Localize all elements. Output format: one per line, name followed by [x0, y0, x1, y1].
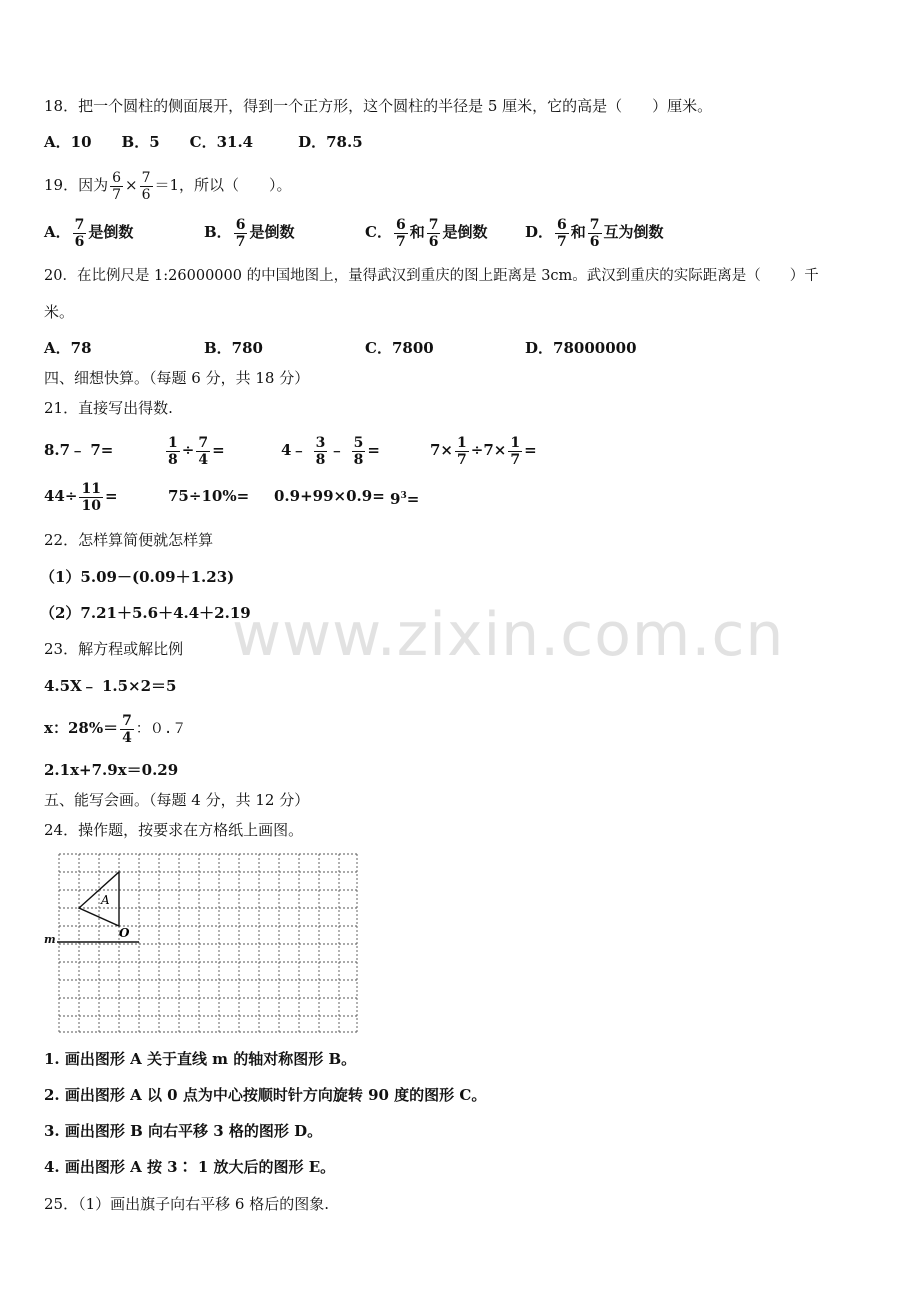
q21-expr-3: 4﹣ $\frac{3}{8}$ ﹣ $\frac{5}{8}$ = [281, 434, 380, 468]
q20-option-d: D．78000000 [525, 339, 637, 357]
q19-stem [44, 165, 292, 205]
q18-stem: 18．把一个圆柱的侧面展开，得到一个正方形，这个圆柱的半径是 5 厘米，它的高是（ ）厘米。 [44, 97, 713, 115]
q20-stem-line2: 米。 [44, 303, 75, 321]
q20-stem-line1: 20．在比例尺是 1:26000000 的中国地图上，量得武汉到重庆的图上距离是 3cm。武汉到重庆的实际距离是（ ）千 [44, 268, 819, 284]
q24-grid-figure [57, 852, 359, 1034]
q24-step-3: 3. 画出图形 B 向右平移 3 格的图形 D。 [44, 1122, 323, 1140]
section-4-heading: 四、细想快算。（每题 6 分，共 18 分） [44, 369, 310, 387]
q23-part-2: x：28%＝ $\frac{7}{4}$ ：０.７ [44, 712, 187, 746]
q21-row-1 [44, 428, 744, 472]
q21-expr-5: 44÷ $\frac{11}{10}$ = [44, 480, 118, 514]
q22-title: 22．怎样算简便就怎样算 [44, 531, 214, 549]
q22-part-2: （2）7.21＋5.6＋4.4＋2.19 [40, 604, 251, 622]
watermark: www.zixin.com.cn [232, 600, 785, 670]
q19-option-a: A． $\frac{7}{6}$ 是倒数 [44, 216, 134, 250]
q18-options: A．10 B．5 C．31.4 D．78.5 [44, 133, 363, 151]
q23-part-3: 2.1x+7.9x＝0.29 [44, 761, 179, 779]
q21-row-2 [44, 474, 744, 518]
q20-option-c: C．7800 [365, 339, 434, 357]
q22-part-1: （1）5.09－(0.09＋1.23) [40, 568, 235, 586]
q21-title: 21．直接写出得数. [44, 399, 173, 417]
q19-suffix: ＝1，所以（ ）。 [154, 176, 292, 194]
q21-expr-6: 75÷10%= [168, 487, 250, 505]
q19-option-c: C． $\frac{6}{7}$ 和 $\frac{7}{6}$ 是倒数 [365, 216, 488, 250]
q23-part-1: 4.5X﹣ 1.5×2＝5 [44, 677, 177, 695]
label-m: m [44, 933, 56, 946]
grid-lines [59, 854, 357, 1032]
q21-expr-1: 8.7﹣ 7= [44, 441, 114, 459]
q24-step-2: 2. 画出图形 A 以 0 点为中心按顺时针方向旋转 90 度的图形 C。 [44, 1086, 487, 1104]
q19-option-d: D． $\frac{6}{7}$ 和 $\frac{7}{6}$ 互为倒数 [525, 216, 664, 250]
q24-step-1: 1. 画出图形 A 关于直线 m 的轴对称图形 B。 [44, 1050, 357, 1068]
q20-option-b: B．780 [204, 339, 263, 357]
q19-fraction-2: $\frac{7}{6}$ [141, 169, 151, 203]
q21-expr-2: $\frac{1}{8}$ ÷ $\frac{7}{4}$ = [168, 434, 225, 468]
q21-expr-4: 7× $\frac{1}{7}$ ÷7× $\frac{1}{7}$ = [430, 434, 537, 468]
q20-option-a: A．78 [44, 339, 92, 357]
label-o: O [119, 926, 130, 940]
label-a: A [101, 893, 110, 907]
q19-times: × [125, 176, 138, 194]
q19-prefix: 19．因为 [44, 176, 109, 194]
q19-option-b: B． $\frac{6}{7}$ 是倒数 [204, 216, 295, 250]
q21-expr-8: $9^3=$ [390, 490, 420, 508]
q21-expr-7: 0.9+99×0.9= [274, 487, 385, 505]
q24-title: 24．操作题，按要求在方格纸上画图。 [44, 821, 304, 839]
q23-title: 23．解方程或解比例 [44, 640, 184, 658]
section-5-heading: 五、能写会画。（每题 4 分，共 12 分） [44, 791, 310, 809]
q24-step-4: 4. 画出图形 A 按 3∶ 1 放大后的图形 E。 [44, 1158, 336, 1176]
q19-options [44, 212, 884, 252]
q25-title: 25．（1）画出旗子向右平移 6 格后的图象. [44, 1195, 329, 1213]
q19-fraction-1: $\frac{6}{7}$ [112, 169, 122, 203]
